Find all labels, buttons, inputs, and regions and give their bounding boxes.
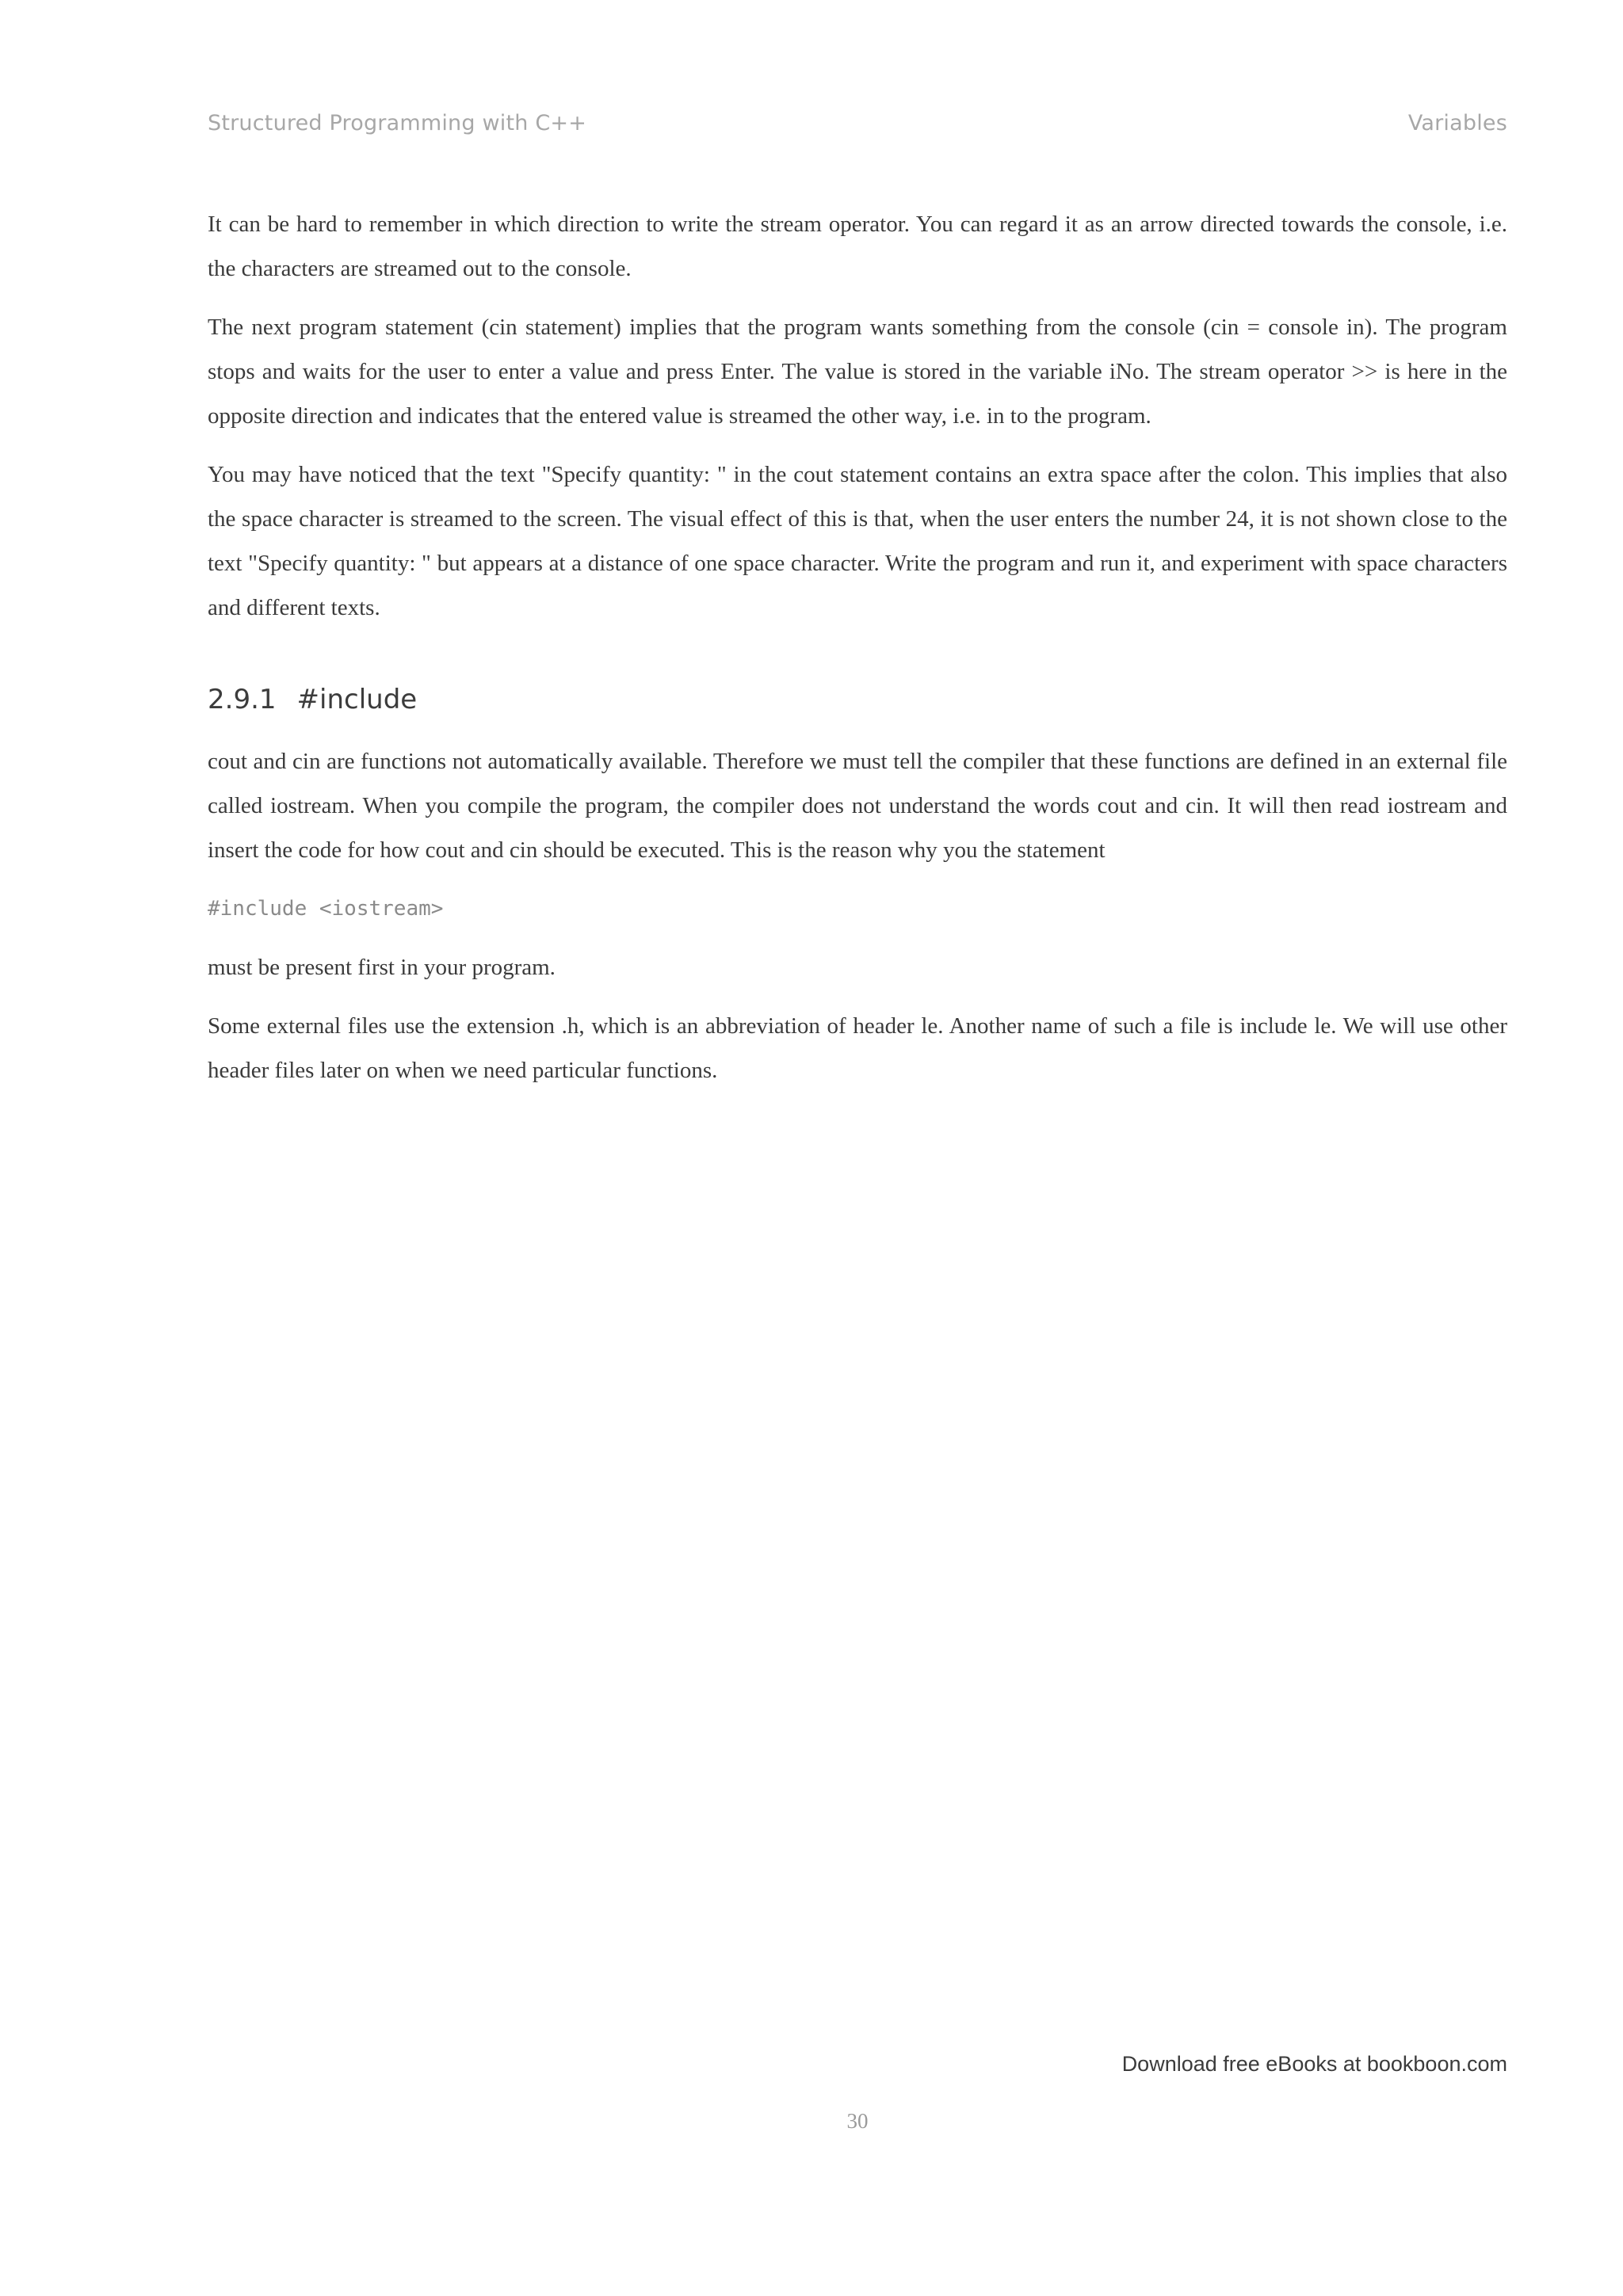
paragraph: Some external files use the extension .h, which is an abbreviation of header le. Another name of such a file is include le. We will use other header files later on when we need particular functions. xyxy=(208,1013,1507,1083)
chapter-title: Variables xyxy=(1407,111,1507,135)
page-number: 30 xyxy=(846,2109,869,2133)
book-title: Structured Programming with C++ xyxy=(208,111,587,135)
section-heading xyxy=(208,677,1507,722)
paragraph: The next program statement (cin statement) implies that the program wants something from the console (cin = console in). The program stops and waits for the user to enter a value and press Enter. The value is stored in the variable iNo. The stream operator >> is here in the opposite direction and indicates that the entered value is streamed the other way, i.e. in to the program. xyxy=(208,315,1507,429)
section-number: 2.9.1 xyxy=(208,684,277,715)
paragraph: must be present first in your program. xyxy=(208,955,556,980)
paragraph: cout and cin are functions not automatically available. Therefore we must tell the compiler that these functions are defined in an external file called iostream. When you compile the program, the compiler does not understand the words cout and cin. It will then read iostream and insert the code for how cout and cin should be executed. This is the reason why you the statement xyxy=(208,749,1507,863)
running-header xyxy=(208,111,1507,135)
document-page xyxy=(208,0,1507,2296)
paragraph: You may have noticed that the text "Specify quantity: " in the cout statement contains an extra space after the colon. This implies that also the space character is streamed to the screen. The visual effect of this is that, when the user enters the number 24, it is not shown close to the text "Specify quantity: " but appears at a distance of one space character. Write the program and run it, and experiment with space characters and different texts. xyxy=(208,462,1507,620)
paragraph: It can be hard to remember in which direction to write the stream operator. You can regard it as an arrow directed towards the console, i.e. the characters are streamed out to the console. xyxy=(208,212,1507,281)
section-title: #include xyxy=(296,684,418,715)
download-ebooks-link[interactable]: Download free eBooks at bookboon.com xyxy=(1121,2052,1507,2076)
page-content xyxy=(208,202,1507,1107)
code-snippet: #include <iostream> xyxy=(208,897,444,921)
